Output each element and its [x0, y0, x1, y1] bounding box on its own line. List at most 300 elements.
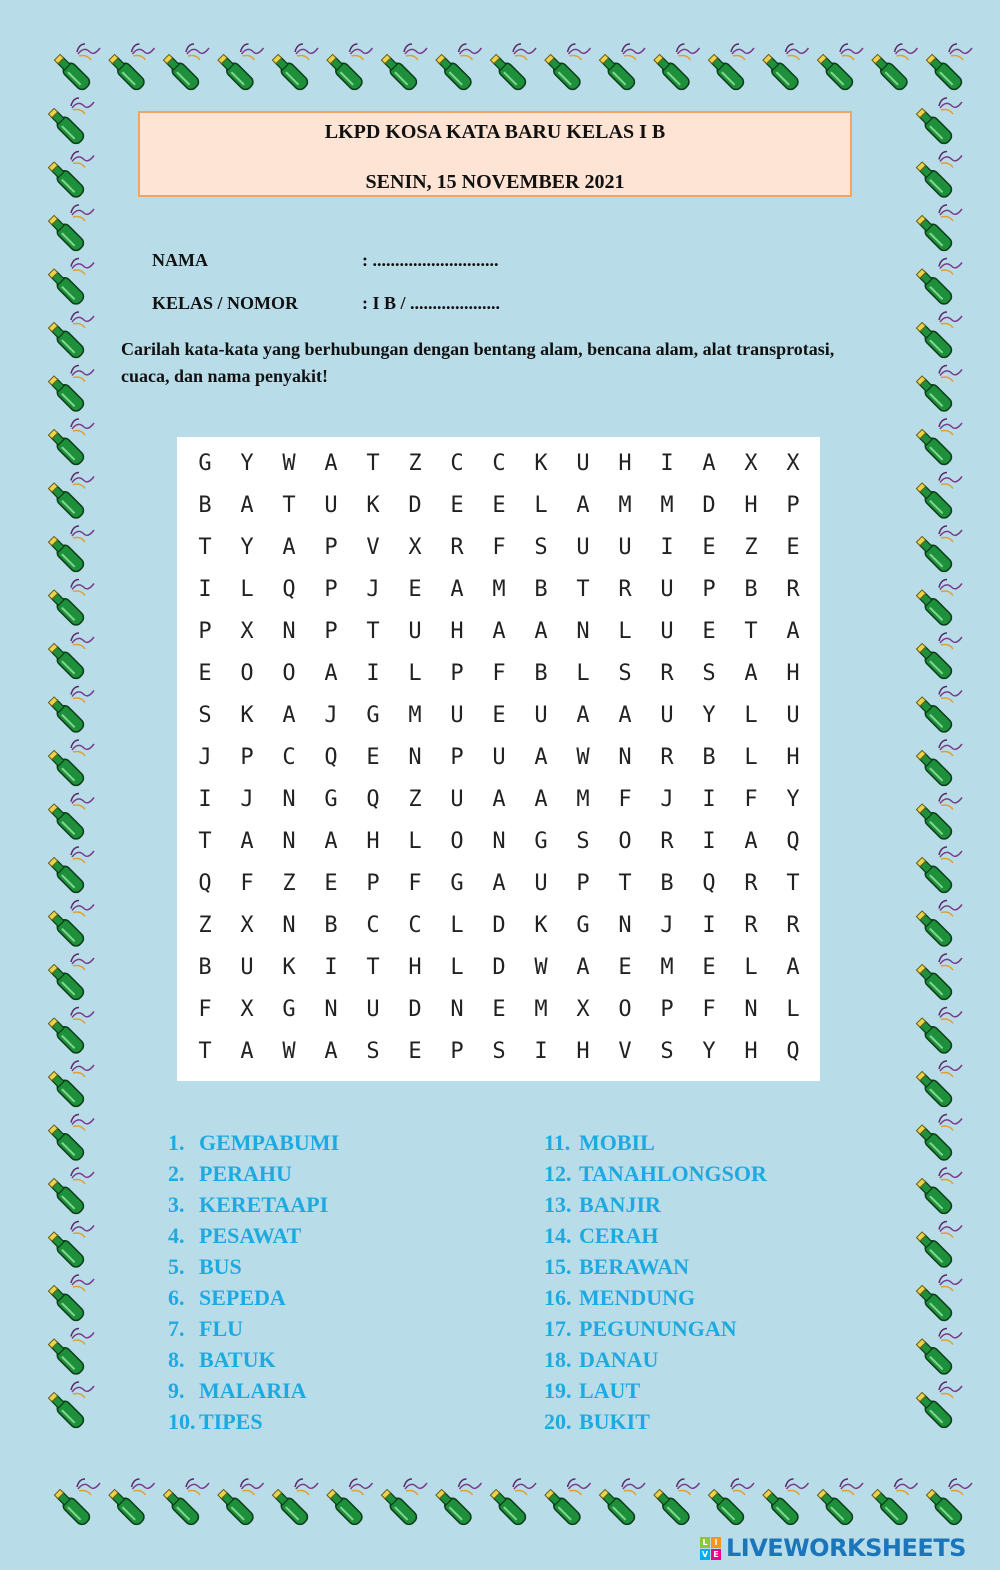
grid-cell[interactable]: U	[618, 535, 632, 560]
grid-cell[interactable]: D	[492, 913, 506, 938]
grid-cell[interactable]: P	[702, 577, 716, 602]
grid-cell[interactable]: X	[240, 913, 254, 938]
grid-cell[interactable]: H	[576, 1039, 590, 1064]
grid-cell[interactable]: Q	[282, 577, 296, 602]
grid-cell[interactable]: A	[240, 493, 254, 518]
grid-cell[interactable]: H	[786, 661, 800, 686]
logo-text: LIVEWORKSHEETS	[726, 1534, 966, 1562]
grid-cell[interactable]: A	[240, 829, 254, 854]
grid-cell[interactable]: T	[366, 619, 380, 644]
word-text: BERAWAN	[579, 1254, 690, 1279]
word-number: 8.	[168, 1347, 185, 1372]
grid-cell[interactable]: A	[744, 661, 758, 686]
grid-cell[interactable]: U	[450, 787, 464, 812]
grid-cell[interactable]: U	[492, 745, 506, 770]
bottle-icon	[46, 1115, 94, 1163]
grid-cell[interactable]: M	[576, 787, 590, 812]
grid-cell[interactable]: I	[702, 913, 716, 938]
grid-cell[interactable]: S	[492, 1039, 506, 1064]
grid-cell[interactable]: N	[408, 745, 422, 770]
bottle-icon	[914, 526, 962, 574]
grid-cell[interactable]: X	[576, 997, 590, 1022]
grid-cell[interactable]: B	[534, 661, 548, 686]
bottle-icon	[46, 1008, 94, 1056]
grid-cell[interactable]: L	[786, 997, 800, 1022]
grid-cell[interactable]: O	[240, 661, 254, 686]
grid-row	[177, 569, 820, 611]
grid-cell[interactable]: E	[198, 661, 212, 686]
grid-cell[interactable]: A	[240, 1039, 254, 1064]
grid-cell[interactable]: R	[744, 913, 758, 938]
grid-cell[interactable]: G	[366, 703, 380, 728]
grid-cell[interactable]: W	[282, 1039, 296, 1064]
grid-cell[interactable]: O	[282, 661, 296, 686]
grid-cell[interactable]: E	[786, 535, 800, 560]
grid-cell[interactable]: W	[576, 745, 590, 770]
grid-cell[interactable]: G	[282, 997, 296, 1022]
bottle-icon	[914, 740, 962, 788]
grid-cell[interactable]: T	[198, 535, 212, 560]
grid-cell[interactable]: G	[324, 787, 338, 812]
grid-cell[interactable]: R	[450, 535, 464, 560]
grid-cell[interactable]: Z	[282, 871, 296, 896]
bottle-icon	[914, 1168, 962, 1216]
grid-cell[interactable]: P	[324, 535, 338, 560]
grid-cell[interactable]: N	[618, 913, 632, 938]
grid-cell[interactable]: O	[618, 997, 632, 1022]
grid-cell[interactable]: E	[702, 619, 716, 644]
grid-cell[interactable]: U	[786, 703, 800, 728]
grid-cell[interactable]: E	[324, 871, 338, 896]
grid-cell[interactable]: L	[744, 745, 758, 770]
grid-cell[interactable]: Z	[408, 451, 422, 476]
grid-cell[interactable]: C	[366, 913, 380, 938]
grid-cell[interactable]: C	[408, 913, 422, 938]
grid-cell[interactable]: A	[492, 787, 506, 812]
grid-cell[interactable]: S	[660, 1039, 674, 1064]
grid-cell[interactable]: L	[744, 703, 758, 728]
grid-cell[interactable]: P	[240, 745, 254, 770]
grid-cell[interactable]: T	[576, 577, 590, 602]
grid-cell[interactable]: J	[240, 787, 254, 812]
grid-row	[177, 947, 820, 989]
grid-cell[interactable]: O	[450, 829, 464, 854]
grid-cell[interactable]: J	[660, 787, 674, 812]
grid-cell[interactable]: T	[744, 619, 758, 644]
grid-cell[interactable]: P	[786, 493, 800, 518]
grid-cell[interactable]: F	[198, 997, 212, 1022]
grid-cell[interactable]: U	[450, 703, 464, 728]
grid-cell[interactable]: U	[660, 577, 674, 602]
grid-cell[interactable]: P	[324, 577, 338, 602]
grid-cell[interactable]: L	[618, 619, 632, 644]
grid-cell[interactable]: R	[744, 871, 758, 896]
grid-cell[interactable]: F	[492, 535, 506, 560]
grid-cell[interactable]: N	[618, 745, 632, 770]
grid-cell[interactable]: C	[282, 745, 296, 770]
grid-cell[interactable]: U	[660, 703, 674, 728]
bottle-icon	[379, 1479, 427, 1527]
grid-row	[177, 527, 820, 569]
grid-cell[interactable]: R	[660, 745, 674, 770]
grid-cell[interactable]: F	[744, 787, 758, 812]
bottle-icon	[216, 1479, 264, 1527]
grid-cell[interactable]: R	[786, 577, 800, 602]
grid-cell[interactable]: X	[240, 997, 254, 1022]
grid-cell[interactable]: A	[786, 619, 800, 644]
grid-cell[interactable]: I	[324, 955, 338, 980]
grid-cell[interactable]: K	[282, 955, 296, 980]
word-number: 15.	[544, 1254, 572, 1279]
bottle-icon	[46, 794, 94, 842]
grid-cell[interactable]: A	[324, 1039, 338, 1064]
grid-cell[interactable]: L	[534, 493, 548, 518]
grid-cell[interactable]: B	[198, 955, 212, 980]
grid-cell[interactable]: U	[534, 703, 548, 728]
bottle-icon	[46, 1168, 94, 1216]
word-text: BATUK	[199, 1347, 276, 1372]
grid-cell[interactable]: H	[744, 1039, 758, 1064]
grid-cell[interactable]: C	[492, 451, 506, 476]
grid-cell[interactable]: L	[576, 661, 590, 686]
logo-badge-letter: L	[700, 1537, 710, 1548]
grid-cell[interactable]: Y	[702, 703, 716, 728]
grid-cell[interactable]: E	[618, 955, 632, 980]
grid-cell[interactable]: H	[744, 493, 758, 518]
grid-cell[interactable]: F	[408, 871, 422, 896]
grid-cell[interactable]: L	[450, 955, 464, 980]
grid-cell[interactable]: Q	[702, 871, 716, 896]
bottle-icon	[488, 1479, 536, 1527]
grid-cell[interactable]: D	[702, 493, 716, 518]
grid-cell[interactable]: U	[240, 955, 254, 980]
grid-cell[interactable]: R	[618, 577, 632, 602]
grid-cell[interactable]: I	[366, 661, 380, 686]
grid-cell[interactable]: T	[618, 871, 632, 896]
grid-cell[interactable]: U	[408, 619, 422, 644]
bottle-icon	[46, 205, 94, 253]
grid-cell[interactable]: U	[366, 997, 380, 1022]
grid-cell[interactable]: A	[576, 493, 590, 518]
grid-cell[interactable]: S	[618, 661, 632, 686]
bottle-icon	[761, 1479, 809, 1527]
grid-cell[interactable]: A	[786, 955, 800, 980]
grid-cell[interactable]: I	[534, 1039, 548, 1064]
grid-cell[interactable]: A	[576, 703, 590, 728]
grid-cell[interactable]: B	[534, 577, 548, 602]
grid-cell[interactable]: T	[198, 1039, 212, 1064]
grid-cell[interactable]: Q	[786, 1039, 800, 1064]
bottle-icon	[652, 44, 700, 92]
grid-cell[interactable]: Y	[240, 451, 254, 476]
grid-cell[interactable]: S	[366, 1039, 380, 1064]
grid-cell[interactable]: N	[282, 913, 296, 938]
word-list-right	[544, 1130, 844, 1440]
grid-cell[interactable]: P	[324, 619, 338, 644]
grid-cell[interactable]: E	[492, 703, 506, 728]
word-number: 2.	[168, 1161, 185, 1186]
grid-cell[interactable]: A	[534, 745, 548, 770]
grid-cell[interactable]: U	[660, 619, 674, 644]
bottle-icon	[46, 901, 94, 949]
grid-cell[interactable]: E	[408, 577, 422, 602]
grid-cell[interactable]: Q	[324, 745, 338, 770]
grid-cell[interactable]: E	[492, 493, 506, 518]
grid-cell[interactable]: H	[786, 745, 800, 770]
grid-cell[interactable]: N	[450, 997, 464, 1022]
grid-cell[interactable]: J	[660, 913, 674, 938]
bottle-icon	[914, 633, 962, 681]
bottle-icon	[52, 1479, 100, 1527]
grid-cell[interactable]: W	[282, 451, 296, 476]
class-number-field[interactable]: : I B / ....................	[362, 293, 501, 313]
grid-row	[177, 863, 820, 905]
grid-row	[177, 989, 820, 1031]
grid-cell[interactable]: J	[198, 745, 212, 770]
word-text: CERAH	[579, 1223, 659, 1248]
grid-cell[interactable]: N	[282, 619, 296, 644]
bottle-icon	[706, 44, 754, 92]
grid-cell[interactable]: A	[534, 787, 548, 812]
grid-cell[interactable]: P	[450, 745, 464, 770]
grid-cell[interactable]: F	[618, 787, 632, 812]
grid-cell[interactable]: U	[576, 535, 590, 560]
grid-cell[interactable]: I	[660, 535, 674, 560]
grid-cell[interactable]: A	[492, 871, 506, 896]
bottle-icon	[52, 44, 100, 92]
grid-cell[interactable]: B	[660, 871, 674, 896]
grid-cell[interactable]: Q	[786, 829, 800, 854]
bottle-icon	[914, 847, 962, 895]
grid-cell[interactable]: G	[450, 871, 464, 896]
grid-cell[interactable]: F	[240, 871, 254, 896]
grid-cell[interactable]: C	[450, 451, 464, 476]
name-field[interactable]: : ............................	[362, 250, 499, 270]
grid-cell[interactable]: E	[702, 535, 716, 560]
grid-cell[interactable]: P	[450, 1039, 464, 1064]
grid-cell[interactable]: O	[618, 829, 632, 854]
grid-cell[interactable]: G	[534, 829, 548, 854]
bottle-icon	[914, 580, 962, 628]
grid-cell[interactable]: H	[408, 955, 422, 980]
bottle-icon	[914, 1115, 962, 1163]
grid-cell[interactable]: A	[324, 451, 338, 476]
bottle-icon	[161, 1479, 209, 1527]
grid-cell[interactable]: L	[744, 955, 758, 980]
word-number: 19.	[544, 1378, 572, 1403]
grid-cell[interactable]: P	[366, 871, 380, 896]
grid-cell[interactable]: M	[660, 955, 674, 980]
word-number: 1.	[168, 1130, 185, 1155]
bottle-icon	[914, 259, 962, 307]
grid-cell[interactable]: B	[324, 913, 338, 938]
grid-cell[interactable]: A	[618, 703, 632, 728]
grid-cell[interactable]: Y	[702, 1039, 716, 1064]
grid-cell[interactable]: Q	[366, 787, 380, 812]
bottle-icon	[434, 44, 482, 92]
grid-cell[interactable]: X	[744, 451, 758, 476]
grid-cell[interactable]: A	[324, 661, 338, 686]
grid-cell[interactable]: H	[618, 451, 632, 476]
bottle-icon	[652, 1479, 700, 1527]
grid-cell[interactable]: N	[282, 829, 296, 854]
grid-cell[interactable]: X	[786, 451, 800, 476]
grid-cell[interactable]: N	[744, 997, 758, 1022]
word-number: 14.	[544, 1223, 572, 1248]
grid-cell[interactable]: W	[534, 955, 548, 980]
grid-cell[interactable]: E	[450, 493, 464, 518]
grid-cell[interactable]: X	[240, 619, 254, 644]
grid-cell[interactable]: U	[534, 871, 548, 896]
grid-cell[interactable]: B	[198, 493, 212, 518]
word-number: 17.	[544, 1316, 572, 1341]
bottle-icon	[543, 1479, 591, 1527]
bottle-icon	[924, 44, 972, 92]
word-text: PERAHU	[199, 1161, 292, 1186]
bottle-icon	[46, 633, 94, 681]
word-list-left	[168, 1130, 528, 1440]
grid-cell[interactable]: S	[702, 661, 716, 686]
grid-cell[interactable]: A	[282, 703, 296, 728]
grid-cell[interactable]: E	[492, 997, 506, 1022]
grid-cell[interactable]: Z	[744, 535, 758, 560]
grid-cell[interactable]: N	[492, 829, 506, 854]
word-number: 6.	[168, 1285, 185, 1310]
bottle-icon	[379, 44, 427, 92]
grid-cell[interactable]: X	[408, 535, 422, 560]
grid-cell[interactable]: B	[702, 745, 716, 770]
bottle-icon	[46, 526, 94, 574]
liveworksheets-logo[interactable]	[700, 1534, 996, 1564]
grid-cell[interactable]: S	[534, 535, 548, 560]
grid-cell[interactable]: T	[366, 955, 380, 980]
grid-cell[interactable]: A	[576, 955, 590, 980]
grid-cell[interactable]: D	[408, 493, 422, 518]
bottle-icon	[914, 1382, 962, 1430]
grid-cell[interactable]: P	[450, 661, 464, 686]
grid-cell[interactable]: A	[450, 577, 464, 602]
grid-cell[interactable]: M	[534, 997, 548, 1022]
grid-cell[interactable]: M	[492, 577, 506, 602]
grid-cell[interactable]: S	[576, 829, 590, 854]
grid-row	[177, 695, 820, 737]
grid-cell[interactable]: E	[702, 955, 716, 980]
bottle-icon	[914, 312, 962, 360]
grid-cell[interactable]: M	[408, 703, 422, 728]
bottle-icon	[914, 366, 962, 414]
grid-cell[interactable]: Y	[240, 535, 254, 560]
grid-row	[177, 905, 820, 947]
grid-cell[interactable]: A	[534, 619, 548, 644]
bottle-icon	[914, 954, 962, 1002]
word-text: KERETAAPI	[199, 1192, 329, 1217]
grid-cell[interactable]: A	[282, 535, 296, 560]
bottle-icon	[46, 1061, 94, 1109]
grid-cell[interactable]: I	[702, 787, 716, 812]
grid-cell[interactable]: E	[408, 1039, 422, 1064]
grid-cell[interactable]: A	[744, 829, 758, 854]
grid-cell[interactable]: K	[534, 451, 548, 476]
grid-cell[interactable]: I	[660, 451, 674, 476]
grid-cell[interactable]: T	[282, 493, 296, 518]
word-text: DANAU	[579, 1347, 659, 1372]
grid-cell[interactable]: B	[744, 577, 758, 602]
grid-cell[interactable]: V	[618, 1039, 632, 1064]
bottle-icon	[46, 98, 94, 146]
grid-cell[interactable]: S	[198, 703, 212, 728]
grid-cell[interactable]: A	[702, 451, 716, 476]
grid-cell[interactable]: P	[576, 871, 590, 896]
grid-cell[interactable]: K	[366, 493, 380, 518]
bottle-icon	[46, 1222, 94, 1270]
word-number: 9.	[168, 1378, 185, 1403]
grid-cell[interactable]: K	[534, 913, 548, 938]
grid-cell[interactable]: D	[492, 955, 506, 980]
grid-cell[interactable]: J	[366, 577, 380, 602]
grid-cell[interactable]: R	[660, 829, 674, 854]
grid-cell[interactable]: T	[198, 829, 212, 854]
grid-cell[interactable]: F	[492, 661, 506, 686]
grid-cell[interactable]: G	[576, 913, 590, 938]
grid-cell[interactable]: V	[366, 535, 380, 560]
grid-cell[interactable]: D	[408, 997, 422, 1022]
grid-cell[interactable]: Q	[198, 871, 212, 896]
grid-cell[interactable]: I	[198, 577, 212, 602]
grid-cell[interactable]: E	[366, 745, 380, 770]
grid-cell[interactable]: G	[198, 451, 212, 476]
worksheet-title: LKPD KOSA KATA BARU KELAS I B	[324, 121, 666, 143]
grid-cell[interactable]: I	[198, 787, 212, 812]
grid-cell[interactable]: N	[576, 619, 590, 644]
grid-row	[177, 485, 820, 527]
grid-cell[interactable]: T	[786, 871, 800, 896]
grid-cell[interactable]: U	[324, 493, 338, 518]
bottle-icon	[914, 98, 962, 146]
grid-cell[interactable]: M	[660, 493, 674, 518]
grid-cell[interactable]: J	[324, 703, 338, 728]
grid-cell[interactable]: F	[702, 997, 716, 1022]
grid-cell[interactable]: Z	[198, 913, 212, 938]
grid-cell[interactable]: H	[450, 619, 464, 644]
grid-cell[interactable]: N	[282, 787, 296, 812]
grid-cell[interactable]: L	[240, 577, 254, 602]
bottle-icon	[46, 740, 94, 788]
grid-cell[interactable]: N	[324, 997, 338, 1022]
grid-cell[interactable]: K	[240, 703, 254, 728]
grid-cell[interactable]: U	[576, 451, 590, 476]
grid-cell[interactable]: M	[618, 493, 632, 518]
grid-cell[interactable]: H	[366, 829, 380, 854]
grid-cell[interactable]: Y	[786, 787, 800, 812]
grid-cell[interactable]: R	[660, 661, 674, 686]
grid-row	[177, 779, 820, 821]
word-number: 11.	[544, 1130, 571, 1155]
grid-cell[interactable]: R	[786, 913, 800, 938]
grid-cell[interactable]: A	[324, 829, 338, 854]
grid-cell[interactable]: P	[198, 619, 212, 644]
grid-cell[interactable]: A	[492, 619, 506, 644]
grid-cell[interactable]: L	[408, 661, 422, 686]
bottle-icon	[914, 152, 962, 200]
grid-cell[interactable]: Z	[408, 787, 422, 812]
grid-cell[interactable]: L	[408, 829, 422, 854]
grid-cell[interactable]: L	[450, 913, 464, 938]
grid-cell[interactable]: P	[660, 997, 674, 1022]
bottle-icon	[870, 44, 918, 92]
grid-cell[interactable]: I	[702, 829, 716, 854]
bottle-icon	[914, 1329, 962, 1377]
grid-cell[interactable]: T	[366, 451, 380, 476]
